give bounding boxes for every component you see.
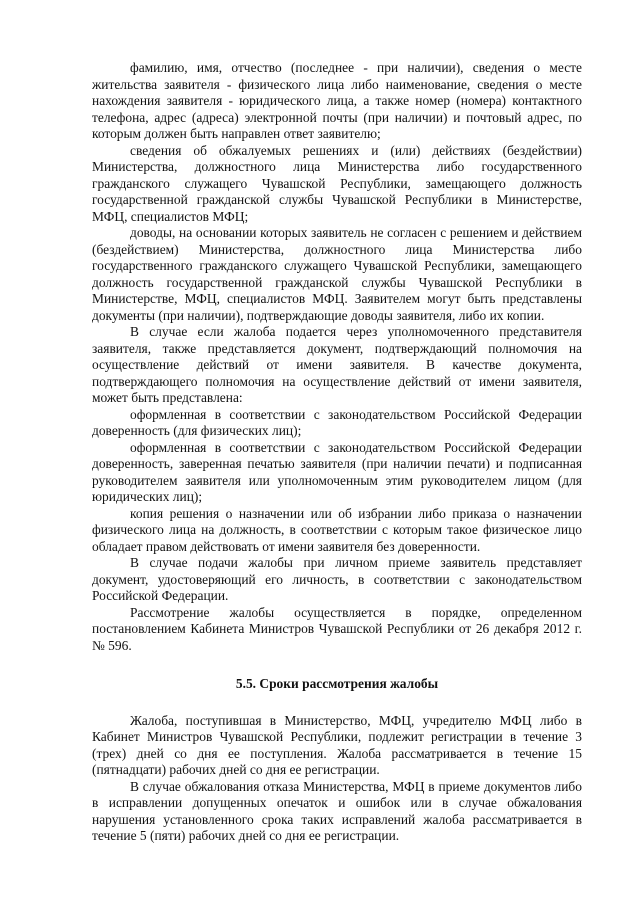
section-heading: 5.5. Сроки рассмотрения жалобы xyxy=(235,676,439,691)
paragraph-power-of-attorney-legal-entities: оформленная в соответствии с законодательством Российской Федерации доверенность, заверенная печатью заявителя (при наличии печати) и подписанная руководителем заявителя или уполномоченным этим руководителем лицом (для юридических лиц); xyxy=(92,439,582,504)
paragraph-power-of-attorney-individuals: оформленная в соответствии с законодательством Российской Федерации доверенность (для физических лиц); xyxy=(92,406,582,438)
paragraph-arguments: доводы, на основании которых заявитель не согласен с решением и действием (бездействием) Министерства, должностного лица Министерства либо государственного гражданского служащего Чувашской Республики, замещающего должность государственной гражданской службы Чувашской Республики в Министерстве, МФЦ, специалистов МФЦ. Заявителем могут быть представлены документы (при наличии), подтверждающие доводы заявителя, либо их копии. xyxy=(92,225,582,323)
paragraph-personal-reception: В случае подачи жалобы при личном приеме заявитель представляет документ, удостоверяющий его личность, в соответствии с законодательством Российской Федерации. xyxy=(92,555,582,603)
paragraph-representative: В случае если жалоба подается через уполномоченного представителя заявителя, также представляется документ, подтверждающий полномочия на осуществление действий от имени заявителя. В качестве документа, подтверждающего полномочия на осуществление действий от имени заявителя, может быть представлена: xyxy=(92,324,582,405)
paragraph-appealed-decisions: сведения об обжалуемых решениях и (или) действиях (бездействии) Министерства, должностного лица Министерства либо государственного гражданского служащего Чувашской Республики, замещающего должность государственной гражданской службы Чувашской Республики в Министерстве, МФЦ, специалистов МФЦ; xyxy=(92,142,582,224)
paragraph-review-procedure: Рассмотрение жалобы осуществляется в порядке, определенном постановлением Кабинета Министров Чувашской Республики от 26 декабря 2012 г. № 596. xyxy=(92,604,582,653)
document-page xyxy=(92,60,582,845)
paragraph-applicant-info: фамилию, имя, отчество (последнее - при наличии), сведения о месте жительства заявителя - физического лица либо наименование, сведения о месте нахождения заявителя - юридического лица, а также номер (номера) контактного телефона, адрес (адреса) электронной почты (при наличии) и почтовый адрес, по которым должен быть направлен ответ заявителю; xyxy=(92,60,582,141)
paragraph-registration-deadline: Жалоба, поступившая в Министерство, МФЦ, учредителю МФЦ либо в Кабинет Министров Чувашской Республики, подлежит регистрации в течение 3 (трех) дней со дня ее поступления. Жалоба рассматривается в течение 15 (пятнадцати) рабочих дней со дня ее регистрации. xyxy=(92,712,582,777)
paragraph-refusal-appeal-deadline: В случае обжалования отказа Министерства, МФЦ в приеме документов либо в исправлении допущенных опечаток и ошибок или в случае обжалования нарушения установленного срока таких исправлений жалоба рассматривается в течение 5 (пяти) рабочих дней со дня ее регистрации. xyxy=(92,778,582,843)
paragraph-appointment-decision: копия решения о назначении или об избрании либо приказа о назначении физического лица на должность, в соответствии с которым такое физическое лицо обладает правом действовать от имени заявителя без доверенности. xyxy=(92,505,582,554)
